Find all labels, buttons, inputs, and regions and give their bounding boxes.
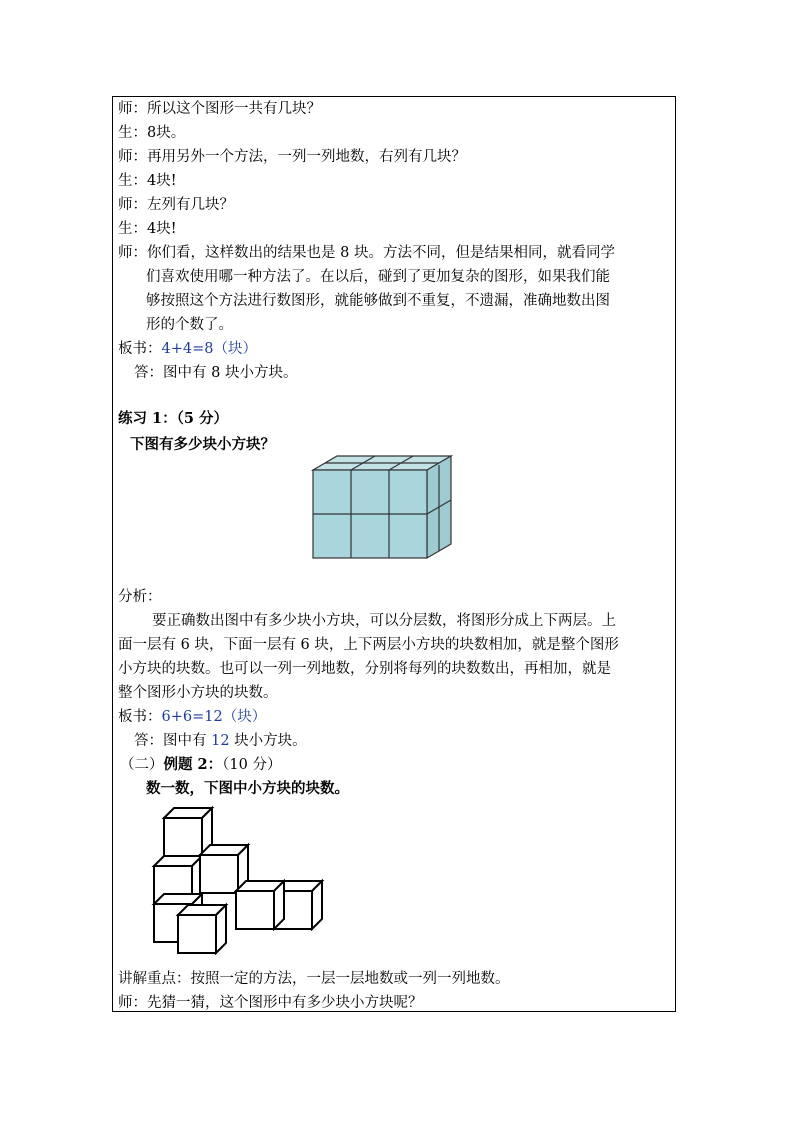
analysis-label: 分析： [118, 589, 162, 605]
board-prefix: 板书： [118, 341, 162, 357]
board-answer [134, 732, 307, 750]
cuboid-figure [300, 450, 460, 565]
analysis-line: 要正确数出图中有多少块小方块，可以分层数，将图形分成上下两层。上 [152, 613, 616, 629]
board-formula: 4+4=8（块） [161, 341, 257, 357]
analysis-line: 面一层有 6 块，下面一层有 6 块，上下两层小方块的块数相加，就是整个图形 [118, 637, 619, 653]
dialog-line: 生：8块。 [118, 125, 186, 141]
dialog-line: 生：4块! [118, 173, 177, 189]
dialog-line: 生：4块! [118, 221, 177, 237]
exercise-title: 练习 1：（5 分） [118, 410, 229, 427]
dialog-line: 师：所以这个图形一共有几块？ [118, 101, 321, 117]
dialog-line: 师：你们看，这样数出的结果也是 8 块。方法不同，但是结果相同，就看同学 [118, 245, 615, 261]
key-point: 讲解重点：按照一定的方法，一层一层地数或一列一列地数。 [118, 971, 510, 987]
cube-stack-figure [148, 805, 328, 957]
answer-post: 块小方块。 [229, 733, 307, 749]
board-line [118, 708, 266, 726]
dialog-line: 师：左列有几块？ [118, 197, 234, 213]
example-label: 例题 2： [163, 756, 223, 773]
board-prefix: 板书： [118, 709, 162, 725]
board-formula: 6+6=12（块） [161, 709, 267, 725]
dialog-line: 够按照这个方法进行数图形，就能够做到不重复，不遗漏，准确地数出图 [146, 293, 610, 309]
example-title [120, 756, 281, 774]
example-points: （10 分） [222, 757, 282, 773]
exercise-question: 下图有多少块小方块？ [130, 436, 275, 453]
answer-pre: 答：图中有 [134, 733, 212, 749]
dialog-line: 形的个数了。 [146, 317, 233, 333]
board-line [118, 340, 257, 358]
example-prefix: （二） [120, 757, 164, 773]
dialog-line: 师：再用另外一个方法，一列一列地数，右列有几块？ [118, 149, 466, 165]
dialog-line: 师：先猜一猜，这个图形中有多少块小方块呢？ [118, 995, 423, 1011]
analysis-line: 整个图形小方块的块数。 [118, 685, 278, 701]
example-question: 数一数，下图中小方块的块数。 [146, 780, 349, 797]
board-answer: 答：图中有 8 块小方块。 [134, 365, 298, 381]
dialog-line: 们喜欢使用哪一种方法了。在以后，碰到了更加复杂的图形，如果我们能 [146, 269, 610, 285]
answer-number: 12 [211, 733, 230, 749]
analysis-line: 小方块的块数。也可以一列一列地数，分别将每列的块数数出，再相加，就是 [118, 661, 611, 677]
